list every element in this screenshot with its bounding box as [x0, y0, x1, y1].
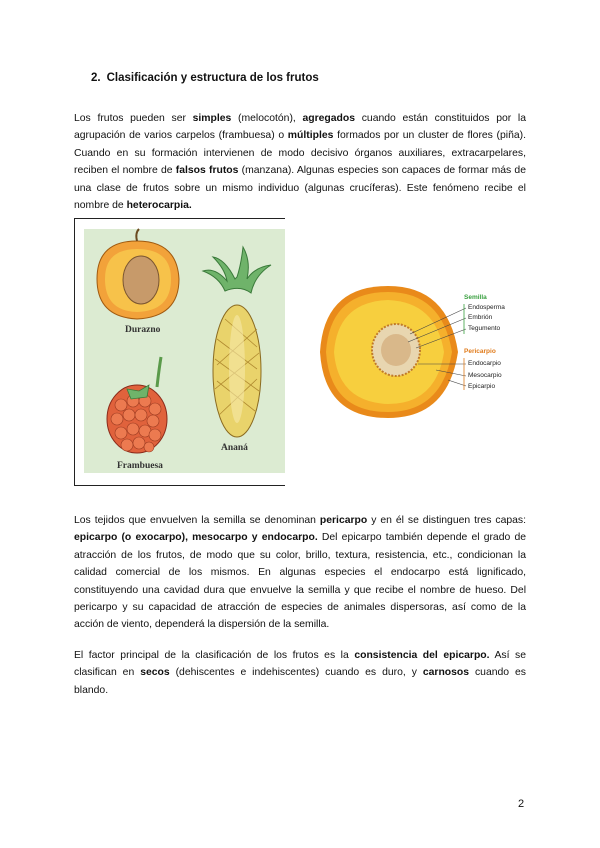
text-run: El factor principal de la clasificación de los frutos es la — [74, 650, 355, 661]
section-number: 2. — [91, 72, 101, 84]
section-heading — [91, 72, 319, 84]
text-run: cuando están constituidos por la agrupación de varios carpelos (frambuesa) o — [74, 113, 526, 142]
pericarpio-label: Pericarpio — [464, 348, 496, 355]
fruit-illustration-figure — [74, 218, 285, 486]
bold-term: heterocarpia. — [126, 200, 192, 212]
bold-term: simples — [192, 113, 232, 124]
text-run: (dehiscentes e indehiscentes) cuando es duro, y — [169, 667, 423, 679]
bold-term: consistencia del epicarpo. — [354, 650, 490, 661]
bold-term: pericarpo — [319, 515, 368, 526]
endosperma-label: Endosperma — [468, 304, 505, 311]
bold-term: agregados — [302, 113, 356, 124]
page-number: 2 — [518, 798, 525, 810]
embrion-label: Embrión — [468, 314, 493, 321]
pineapple-drawing — [203, 247, 271, 437]
section-title: Clasificación y estructura de los frutos — [106, 72, 319, 84]
frambuesa-label: Frambuesa — [117, 461, 163, 471]
bold-term: epicarpo (o exocarpo), mesocarpo y endocarpo. — [74, 532, 318, 544]
endocarpio-label: Endocarpio — [468, 360, 501, 367]
text-run: Del epicarpo también depende el grado de atracción de los frutos, de modo que su color, brillo, textura, resistencia, etc., condicionan la calidad comercial de los mismos. En algunas especies el endocarpo está lignificado, constituyendo una cavidad dura que envuelve la semilla y que recibe el nombre de hueso. Del pericarpo y su capacidad de atracción de especies de animales dispersoras, así como de la acción de viento, dependerá la dispersión de la semilla. — [74, 532, 526, 631]
text-run: Así se clasifican en — [74, 650, 527, 679]
bold-term: múltiples — [287, 130, 334, 142]
peach-cross-section-figure — [318, 282, 518, 424]
text-run: formados por un cluster de flores (piña). Cuando en su formación intervienen de modo decisivo órganos auxiliares, extracarpelares, reciben el nombre de — [74, 130, 527, 177]
paragraph-pericarpo — [74, 512, 526, 634]
semilla-label: Semilla — [464, 294, 487, 301]
mesocarpio-label: Mesocarpio — [468, 372, 502, 379]
raspberry-drawing — [107, 357, 167, 453]
durazno-label: Durazno — [125, 325, 161, 335]
peach-half-drawing — [97, 229, 179, 319]
text-run: Los frutos pueden ser — [74, 113, 193, 124]
paragraph-fruit-types — [74, 110, 526, 214]
anana-label: Ananá — [221, 443, 248, 453]
bold-term: carnosos — [422, 667, 470, 679]
text-run: Los tejidos que envuelven la semilla se denominan — [74, 515, 320, 526]
fruit-illustration — [75, 219, 285, 485]
bold-term: secos — [140, 667, 170, 679]
text-run: cuando es blando. — [74, 667, 526, 696]
text-run: (melocotón), — [231, 113, 303, 124]
tegumento-label: Tegumento — [468, 325, 501, 332]
text-run: (manzana). Algunas especies son capaces de formar más de una clase de frutos sobre un mismo individuo (algunas crucíferas). Este fenómeno recibe el nombre de — [74, 165, 526, 212]
text-run: y en él se distinguen tres capas: — [367, 515, 526, 526]
bold-term: falsos frutos — [175, 165, 239, 177]
epicarpio-label: Epicarpio — [468, 383, 496, 390]
paragraph-consistencia — [74, 647, 526, 699]
